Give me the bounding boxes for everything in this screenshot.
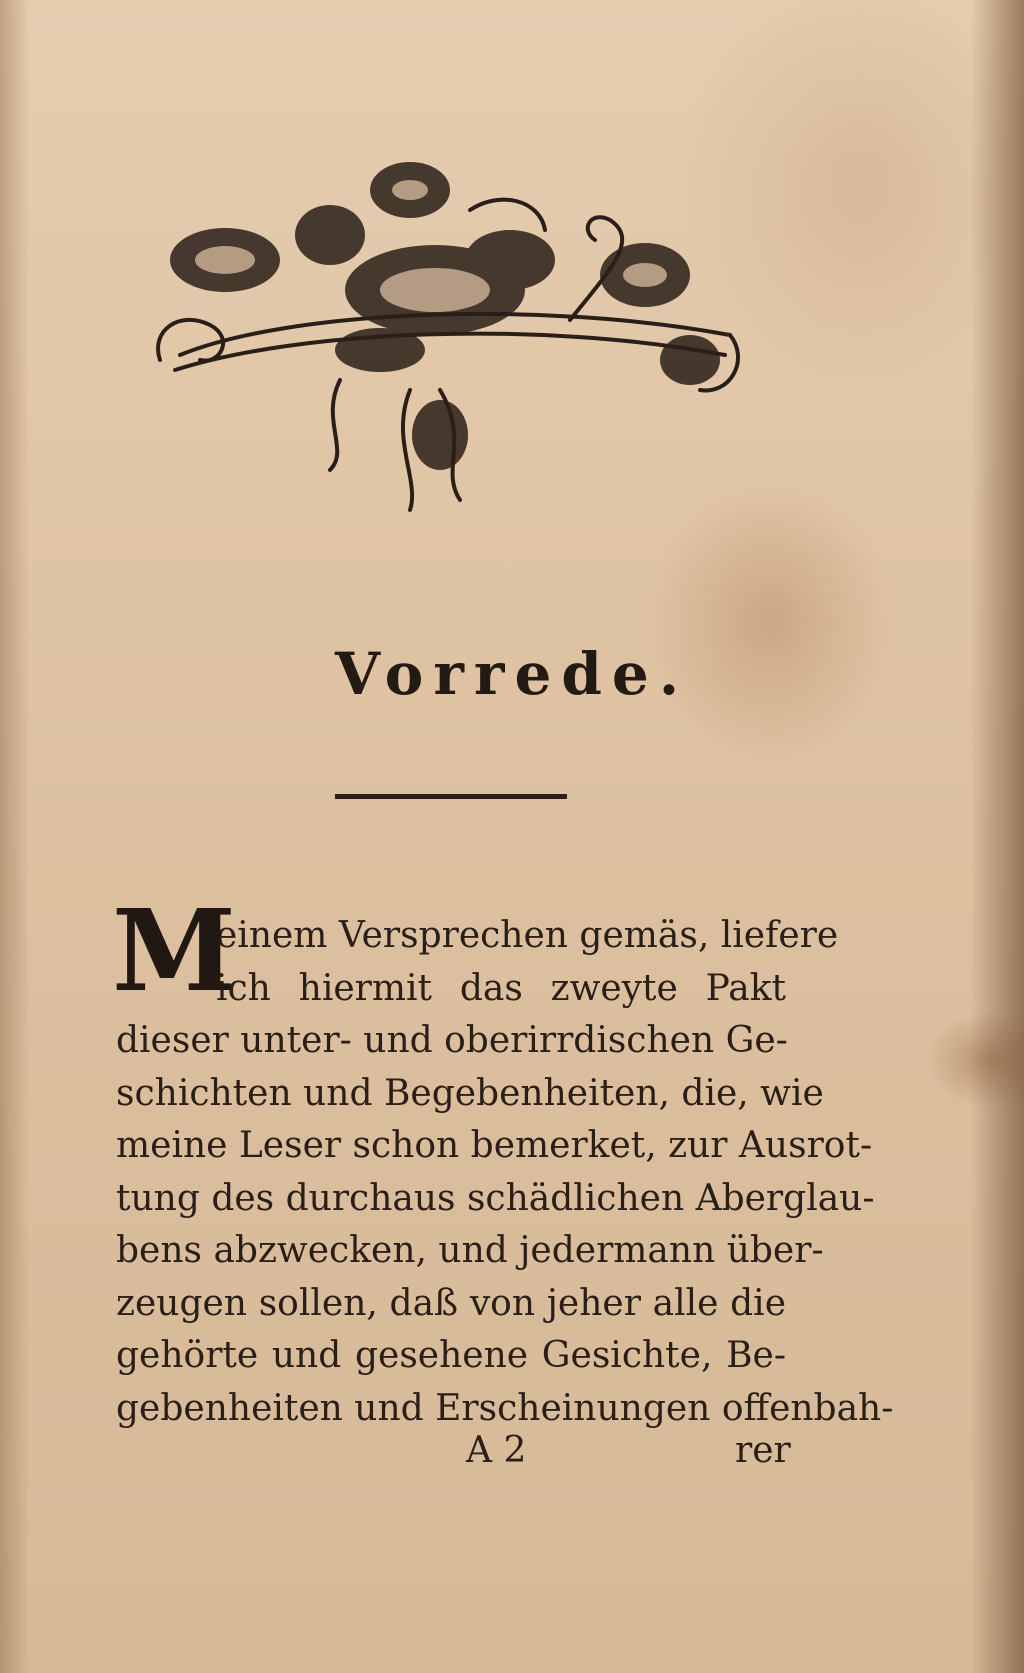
title-divider xyxy=(335,794,567,799)
drop-cap: M xyxy=(112,886,236,1017)
text-line: dieser unter- und oberirrdischen Ge- xyxy=(116,1020,788,1061)
floral-vignette-icon xyxy=(140,150,750,530)
signature-mark: A 2 xyxy=(466,1430,527,1471)
text-line: gehörte und gesehene Gesichte, Be- xyxy=(116,1335,786,1376)
text-line: schichten und Begebenheiten, die, wie xyxy=(116,1072,824,1114)
body-paragraph xyxy=(112,886,894,1435)
page-title: Vorrede. xyxy=(334,640,690,708)
text-line: zeugen sollen, daß von jeher alle die xyxy=(116,1282,786,1324)
text-line: meine Leser schon bemerket, zur Ausrot- xyxy=(116,1125,873,1166)
text-line: einem Versprechen gemäs, liefere xyxy=(216,915,839,956)
text-line: ich hiermit das zweyte Pakt xyxy=(216,967,786,1009)
catchword: rer xyxy=(735,1430,791,1471)
text-line: tung des durchaus schädlichen Aberglau- xyxy=(116,1177,875,1219)
text-line: gebenheiten und Erscheinungen offenbah- xyxy=(116,1387,894,1429)
text-line: bens abzwecken, und jedermann über- xyxy=(116,1230,824,1271)
